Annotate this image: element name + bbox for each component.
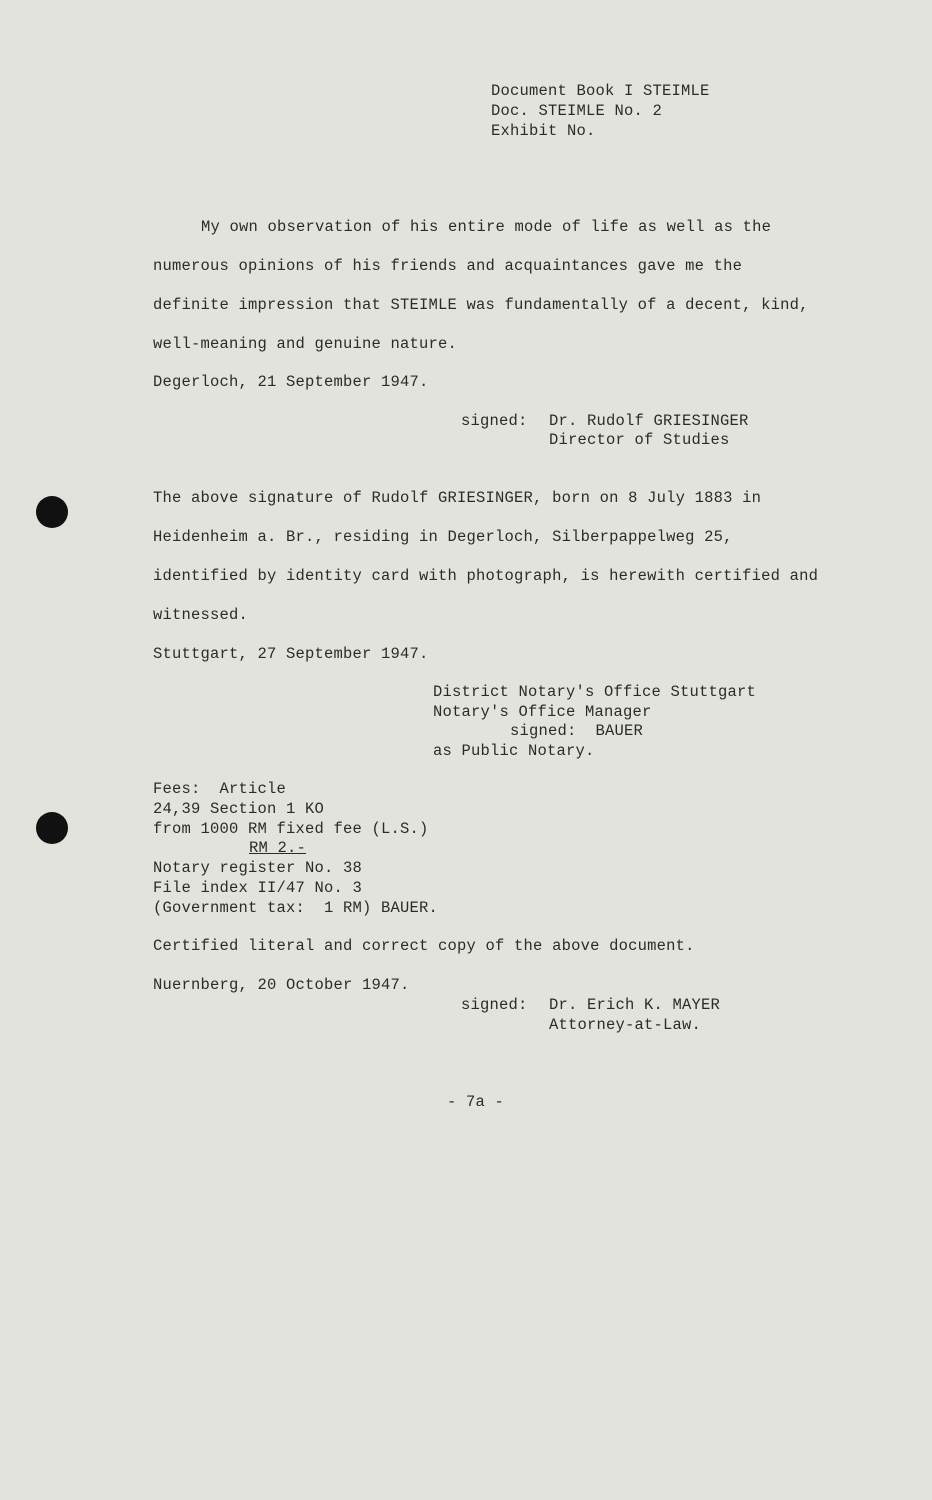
statement-place-date: Degerloch, 21 September 1947. xyxy=(153,373,429,391)
fees-file-index: File index II/47 No. 3 xyxy=(153,879,363,897)
notary-office-manager: Notary's Office Manager xyxy=(433,703,652,721)
header-document-book: Document Book I STEIMLE xyxy=(491,82,710,100)
certification-line: Heidenheim a. Br., residing in Degerloch, Silberpappelweg 25, xyxy=(153,528,733,546)
copy-place-date: Nuernberg, 20 October 1947. xyxy=(153,976,410,994)
certification-line: witnessed. xyxy=(153,606,249,624)
notary-capacity: as Public Notary. xyxy=(433,742,595,760)
statement-signed-label: signed: xyxy=(461,412,528,430)
statement-signer-title: Director of Studies xyxy=(549,431,730,449)
copy-signer-name: Dr. Erich K. MAYER xyxy=(549,996,721,1014)
header-doc-number: Doc. STEIMLE No. 2 xyxy=(491,102,663,120)
fees-government-tax: (Government tax: 1 RM) BAUER. xyxy=(153,899,439,917)
fees-article: Fees: Article xyxy=(153,780,287,798)
statement-line: definite impression that STEIMLE was fundamentally of a decent, kind, xyxy=(153,296,809,314)
copy-signed-label: signed: xyxy=(461,996,528,1014)
page-number: - 7a - xyxy=(447,1093,505,1111)
statement-line: well-meaning and genuine nature. xyxy=(153,335,458,353)
certification-line: The above signature of Rudolf GRIESINGER, born on 8 July 1883 in xyxy=(153,489,762,507)
statement-signer-name: Dr. Rudolf GRIESINGER xyxy=(549,412,749,430)
certification-place-date: Stuttgart, 27 September 1947. xyxy=(153,645,429,663)
statement-line: My own observation of his entire mode of life as well as the xyxy=(201,218,772,236)
statement-line: numerous opinions of his friends and acquaintances gave me the xyxy=(153,257,743,275)
fees-notary-register: Notary register No. 38 xyxy=(153,859,363,877)
notary-office-name: District Notary's Office Stuttgart xyxy=(433,683,757,701)
fees-fixed-fee: from 1000 RM fixed fee (L.S.) xyxy=(153,820,429,838)
punch-hole-bottom xyxy=(36,812,68,844)
notary-signed: signed: BAUER xyxy=(510,722,644,740)
copy-signer-title: Attorney-at-Law. xyxy=(549,1016,702,1034)
fees-amount: RM 2.- xyxy=(249,839,307,857)
header-exhibit-number: Exhibit No. xyxy=(491,122,596,140)
fees-section: 24,39 Section 1 KO xyxy=(153,800,325,818)
certification-line: identified by identity card with photograph, is herewith certified and xyxy=(153,567,819,585)
punch-hole-top xyxy=(36,496,68,528)
copy-certification-text: Certified literal and correct copy of the above document. xyxy=(153,937,695,955)
